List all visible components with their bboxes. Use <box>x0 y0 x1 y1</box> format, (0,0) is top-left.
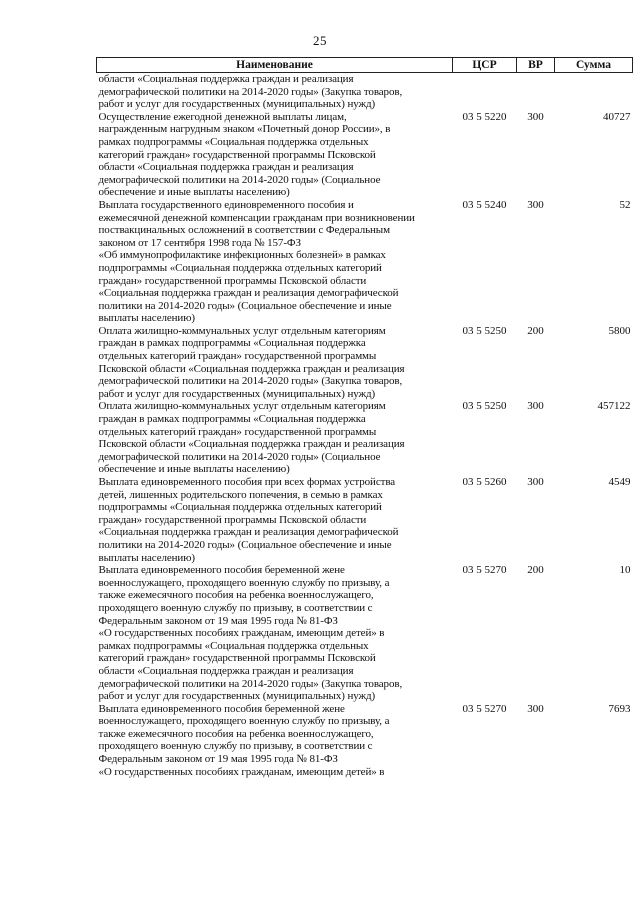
row-name-line: граждан в рамках подпрограммы «Социальная поддержка <box>98 413 366 426</box>
row-name-line: политики на 2014-2020 годы» (Социальное обеспечение и иные <box>98 538 392 551</box>
row-name-line: Федеральным законом от 19 мая 1995 года № 81-ФЗ <box>98 753 338 766</box>
table-row <box>97 73 633 111</box>
row-name-line: Выплата единовременного пособия беременной жене <box>98 564 345 577</box>
row-sum: 5800 <box>608 324 631 337</box>
row-vr: 300 <box>527 476 544 488</box>
table-row <box>97 325 633 401</box>
row-name-line: награжденным нагрудным знаком «Почетный донор России», в <box>98 123 391 136</box>
row-name-line: «Социальная поддержка граждан и реализация демографической <box>98 287 399 300</box>
page-number: 25 <box>313 33 327 48</box>
row-name-line: рамках подпрограммы «Социальная поддержка отдельных <box>98 135 369 148</box>
row-csr: 03 5 5250 <box>462 400 507 413</box>
row-name-line: Осуществление ежегодной денежной выплаты лицам, <box>98 110 347 123</box>
table-row <box>97 400 633 476</box>
row-sum: 52 <box>619 198 631 211</box>
row-name-line: Выплата государственного единовременного пособия и <box>98 198 354 211</box>
row-name-line: проходящего военную службу по призыву, в соответствии с <box>98 740 373 753</box>
row-name-line: «Социальная поддержка граждан и реализация демографической <box>98 526 399 539</box>
row-name-line: Псковской области «Социальная поддержка граждан и реализация <box>98 362 405 375</box>
row-name <box>97 73 453 111</box>
row-name-line: области «Социальная поддержка граждан и реализация <box>98 73 354 85</box>
row-name-line: отдельных категорий граждан» государственной программы <box>98 350 377 363</box>
row-name-line: Выплата единовременного пособия беременной жене <box>98 702 345 715</box>
row-name-line: военнослужащего, проходящего военную службу по призыву, а <box>98 576 390 589</box>
header-vr: ВР <box>517 58 555 73</box>
row-csr: 03 5 5270 <box>462 702 507 715</box>
row-name-line: также ежемесячного пособия на ребенка военнослужащего, <box>98 727 374 740</box>
row-name-line: законом от 17 сентября 1998 года № 157-ФЗ <box>98 236 301 249</box>
row-name-line: демографической политики на 2014-2020 годы» (Социальное <box>98 173 381 186</box>
table-row <box>97 703 633 779</box>
row-sum: 457122 <box>597 400 631 413</box>
row-csr: 03 5 5240 <box>462 198 507 211</box>
row-name-line: работ и услуг для государственных (муниципальных) нужд) <box>98 98 376 111</box>
budget-table <box>96 57 633 778</box>
row-name-line: граждан» государственной программы Псковской области <box>98 274 367 287</box>
row-vr: 200 <box>527 324 544 337</box>
row-name <box>97 199 453 325</box>
row-name-line: выплаты населению) <box>98 312 195 325</box>
row-name-line: подпрограммы «Социальная поддержка отдельных категорий <box>98 501 382 514</box>
table-row <box>97 199 633 325</box>
header-name: Наименование <box>97 58 453 73</box>
row-csr <box>453 73 517 111</box>
table-row <box>97 111 633 199</box>
row-name-line: «О государственных пособиях гражданам, имеющим детей» в <box>98 627 385 640</box>
row-name-line: обеспечение и иные выплаты населению) <box>98 186 290 199</box>
row-name-line: граждан» государственной программы Псковской области <box>98 513 367 526</box>
row-name-line: категорий граждан» государственной программы Псковской <box>98 652 376 665</box>
header-sum: Сумма <box>555 58 633 73</box>
row-name <box>97 325 453 401</box>
row-name-line: поствакцинальных осложнений в соответствии с Федеральным <box>98 224 390 237</box>
row-name-line: политики на 2014-2020 годы» (Социальное обеспечение и иные <box>98 299 392 312</box>
row-name-line: демографической политики на 2014-2020 годы» (Закупка товаров, <box>98 677 403 690</box>
row-sum <box>555 73 633 111</box>
row-name <box>97 400 453 476</box>
table-row <box>97 476 633 564</box>
row-name-line: обеспечение и иные выплаты населению) <box>98 463 290 476</box>
row-name-line: Оплата жилищно-коммунальных услуг отдельным категориям <box>98 324 386 337</box>
row-name-line: «О государственных пособиях гражданам, имеющим детей» в <box>98 765 385 778</box>
row-sum: 40727 <box>603 110 631 123</box>
row-name <box>97 111 453 199</box>
row-vr: 300 <box>527 198 544 211</box>
row-sum: 7693 <box>608 702 631 715</box>
row-name-line: демографической политики на 2014-2020 годы» (Социальное <box>98 450 381 463</box>
row-sum: 10 <box>619 564 631 577</box>
table-row <box>97 564 633 703</box>
row-name-line: рамках подпрограммы «Социальная поддержка отдельных <box>98 639 369 652</box>
row-name-line: отдельных категорий граждан» государственной программы <box>98 425 377 438</box>
row-name <box>97 476 453 564</box>
row-name-line: области «Социальная поддержка граждан и реализация <box>98 161 354 174</box>
row-csr: 03 5 5270 <box>462 564 507 577</box>
row-vr: 300 <box>527 702 544 715</box>
row-name-line: «Об иммунопрофилактике инфекционных болезней» в рамках <box>98 249 386 262</box>
row-name-line: работ и услуг для государственных (муниципальных) нужд) <box>98 690 376 703</box>
row-name-line: демографической политики на 2014-2020 годы» (Закупка товаров, <box>98 85 403 98</box>
row-name-line: области «Социальная поддержка граждан и реализация <box>98 664 354 677</box>
row-name <box>97 703 453 779</box>
row-csr: 03 5 5250 <box>462 324 507 337</box>
row-name-line: подпрограммы «Социальная поддержка отдельных категорий <box>98 261 382 274</box>
row-vr: 300 <box>527 400 544 413</box>
row-csr: 03 5 5260 <box>462 476 507 488</box>
row-name-line: демографической политики на 2014-2020 годы» (Закупка товаров, <box>98 375 403 388</box>
row-name-line: Оплата жилищно-коммунальных услуг отдельным категориям <box>98 400 386 413</box>
row-name-line: детей, лишенных родительского попечения, в семью в рамках <box>98 488 383 501</box>
row-sum: 4549 <box>608 476 631 488</box>
row-name-line: граждан в рамках подпрограммы «Социальная поддержка <box>98 337 366 350</box>
row-name-line: Федеральным законом от 19 мая 1995 года № 81-ФЗ <box>98 614 338 627</box>
row-vr: 300 <box>527 110 544 123</box>
row-vr: 200 <box>527 564 544 577</box>
row-name-line: работ и услуг для государственных (муниципальных) нужд) <box>98 387 376 400</box>
row-name-line: выплаты населению) <box>98 551 195 564</box>
row-name-line: проходящего военную службу по призыву, в соответствии с <box>98 601 373 614</box>
row-name-line: также ежемесячного пособия на ребенка военнослужащего, <box>98 589 374 602</box>
row-name-line: военнослужащего, проходящего военную службу по призыву, а <box>98 715 390 728</box>
row-name-line: Выплата единовременного пособия при всех формах устройства <box>98 476 396 488</box>
row-csr: 03 5 5220 <box>462 110 507 123</box>
row-name-line: Псковской области «Социальная поддержка граждан и реализация <box>98 438 405 451</box>
row-name-line: ежемесячной денежной компенсации гражданам при возникновении <box>98 211 415 224</box>
table-header-row <box>97 58 633 73</box>
row-name-line: категорий граждан» государственной программы Псковской <box>98 148 376 161</box>
table-body <box>97 73 633 779</box>
row-vr <box>517 73 555 111</box>
header-csr: ЦСР <box>453 58 517 73</box>
row-name <box>97 564 453 703</box>
